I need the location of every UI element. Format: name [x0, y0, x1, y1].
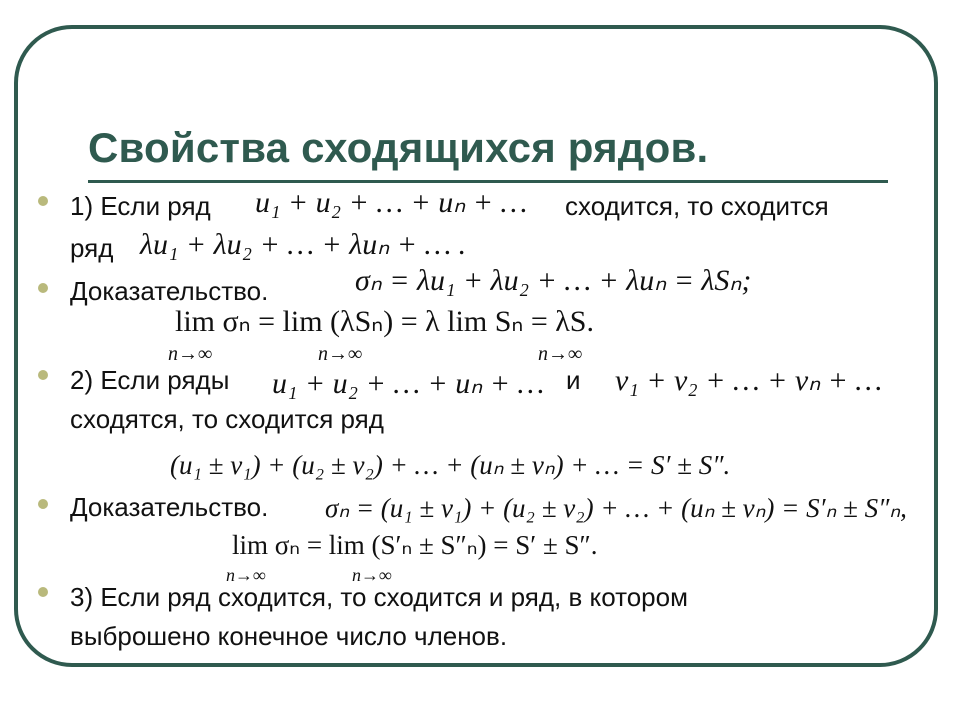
item1-series2: λu₁ + λu₂ + … + λuₙ + … .: [140, 228, 467, 261]
bullet-5: [38, 587, 48, 597]
proof1-formula2: lim σₙ = lim (λSₙ) = λ lim Sₙ = λS.: [175, 305, 594, 338]
proof2-label: Доказательство.: [70, 492, 269, 522]
item3-text: 3) Если ряд сходится, то сходится и ряд, в котором: [70, 582, 688, 612]
item2-series-v: v₁ + v₂ + … + vₙ + …: [615, 364, 883, 397]
proof1-label: Доказательство.: [70, 276, 269, 306]
item1-after: сходится, то сходится: [565, 191, 829, 221]
item2-conj: и: [566, 365, 581, 395]
slide-title: Свойства сходящихся рядов.: [88, 124, 709, 171]
title-underline: [88, 180, 888, 183]
proof2-lim-sub-2: n→∞: [352, 565, 392, 585]
item2-text: 2) Если ряды: [70, 365, 230, 395]
bullet-4: [38, 499, 48, 509]
bullet-3: [38, 370, 48, 380]
proof1-formula1: σₙ = λu₁ + λu₂ + … + λuₙ = λSₙ;: [355, 264, 752, 297]
bullet-1: [38, 196, 48, 206]
proof1-lim-sub-3: n→∞: [538, 343, 583, 365]
item2-text2: сходятся, то сходится ряд: [70, 404, 384, 434]
proof1-lim-sub-1: n→∞: [168, 343, 213, 365]
slide-frame: [14, 25, 938, 667]
item3-text2: выброшено конечное число членов.: [70, 621, 508, 651]
item1-series: u₁ + u₂ + … + uₙ + …: [255, 186, 528, 219]
proof2-lim-sub-1: n→∞: [226, 565, 266, 585]
item2-formula: (u₁ ± v₁) + (u₂ ± v₂) + … + (uₙ ± vₙ) + … = S′ ± S″.: [170, 450, 731, 480]
item1-text2: ряд: [70, 233, 114, 263]
item2-series-u: u₁ + u₂ + … + uₙ + …: [272, 367, 545, 400]
bullet-2: [38, 283, 48, 293]
proof1-lim-sub-2: n→∞: [318, 343, 363, 365]
item1-text: 1) Если ряд: [70, 191, 211, 221]
proof2-formula1: σₙ = (u₁ ± v₁) + (u₂ ± v₂) + … + (uₙ ± vₙ) = S′ₙ ± S″ₙ,: [325, 493, 907, 523]
proof2-formula2: lim σₙ = lim (S′ₙ ± S″ₙ) = S′ ± S″.: [232, 530, 598, 560]
